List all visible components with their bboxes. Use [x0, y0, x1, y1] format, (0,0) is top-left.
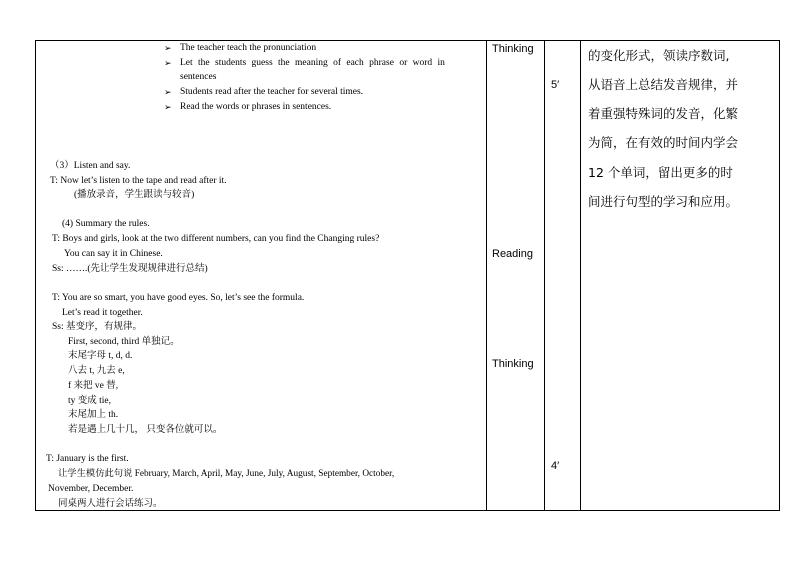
arrow-bullet-icon: ➢ [164, 87, 172, 97]
text-line: T: You are so smart, you have good eyes. So, let’s see the formula. [52, 293, 305, 303]
step-item-continued: sentences [180, 72, 217, 82]
step-item: The teacher teach the pronunciation [180, 43, 317, 53]
rule-line: 八去 t, 九去 e, [68, 366, 125, 376]
text-line: You can say it in Chinese. [64, 249, 163, 259]
purpose-line: 12 个单词，留出更多的时 [588, 165, 733, 180]
purpose-line: 着重强特殊词的发音，化繁 [588, 106, 739, 121]
activity-label: Thinking [492, 43, 534, 55]
time-label: 5′ [551, 79, 560, 91]
text-line: November, December. [48, 484, 134, 494]
column-divider [486, 40, 487, 511]
text-line: T: Now let’s listen to the tape and read after it. [50, 176, 227, 186]
activity-label: Reading [492, 248, 533, 260]
purpose-line: 间进行句型的学习和应用。 [588, 194, 739, 209]
text-line: (播放录音，学生跟读与较音) [74, 190, 195, 200]
step-item: Let the students guess the meaning of each phrase or word in [180, 58, 445, 68]
rule-line: First, second, third 单独记。 [68, 337, 180, 347]
arrow-bullet-icon: ➢ [164, 58, 172, 68]
text-line: Let’s read it together. [62, 308, 143, 318]
step-item: Students read after the teacher for several times. [180, 87, 364, 97]
arrow-bullet-icon: ➢ [164, 43, 172, 53]
arrow-bullet-icon: ➢ [164, 102, 172, 112]
rule-line: 末尾字母 t, d, d. [68, 351, 133, 361]
column-divider [580, 40, 581, 511]
text-line: T: Boys and girls, look at the two different numbers, can you find the Changing rules? [52, 234, 380, 244]
text-line: Ss: …….(先让学生发现规律进行总结) [52, 264, 208, 274]
text-line: T: January is the first. [46, 454, 129, 464]
text-line: 同桌两人进行会话练习。 [58, 499, 163, 509]
purpose-line: 的变化形式，领读序数词, [588, 48, 730, 63]
section-heading: （3）Listen and say. [50, 161, 131, 171]
rule-line: f 来把 ve 替, [68, 381, 119, 391]
column-divider [544, 40, 545, 511]
step-item: Read the words or phrases in sentences. [180, 102, 332, 112]
purpose-line: 从语音上总结发音规律，并 [588, 77, 739, 92]
rule-line: 若是遇上几十几， 只变各位就可以。 [68, 425, 223, 435]
section-heading: (4) Summary the rules. [62, 219, 150, 229]
rule-line: 末尾加上 th. [68, 410, 119, 420]
text-line: Ss: 基变序，有规律。 [52, 322, 142, 332]
time-label: 4′ [551, 460, 560, 472]
purpose-line: 为简，在有效的时间内学会 [588, 135, 739, 150]
activity-label: Thinking [492, 358, 534, 370]
text-line: 让学生模仿此句说 February, March, April, May, June, July, August, September, October, [58, 469, 395, 479]
rule-line: ty 变成 tie, [68, 396, 112, 406]
